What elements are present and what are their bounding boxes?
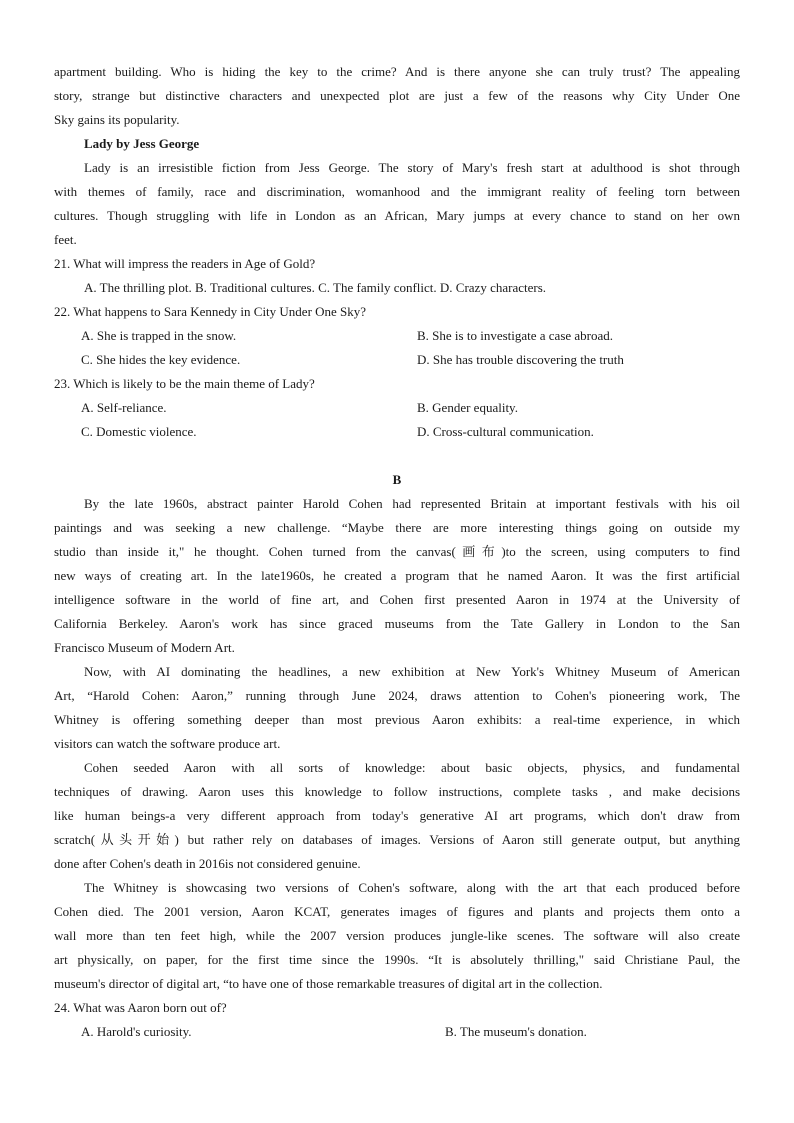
question-23-option-a: A. Self-reliance. bbox=[81, 400, 167, 415]
passage-a-line: Sky gains its popularity. bbox=[54, 112, 180, 127]
lady-paragraph-line: Lady is an irresistible fiction from Jess George. The story of Mary's fresh start at adulthood is shot through bbox=[84, 160, 740, 175]
section-b-title: B bbox=[392, 472, 402, 487]
paragraph-1-line: new ways of creating art. In the late1960s, he created a program that he named Aaron. It was the first artificial bbox=[54, 568, 740, 583]
passage-a-line: story, strange but distinctive characters and unexpected plot are just a few of the reasons why City Under One bbox=[54, 88, 740, 103]
question-22-stem: 22. What happens to Sara Kennedy in City Under One Sky? bbox=[54, 304, 367, 319]
paragraph-3-line: like human beings-a very different approach from today's generative AI art programs, which don't draw from bbox=[54, 808, 740, 823]
lady-paragraph-line: with themes of family, race and discrimination, womanhood and the immigrant reality of feeling torn between bbox=[54, 184, 740, 199]
lady-paragraph-line: feet. bbox=[54, 232, 77, 247]
paragraph-3-line: scratch(从头开始) but rather rely on databases of images. Versions of Aaron still generate output, but anything bbox=[54, 832, 740, 847]
paragraph-2-line: Art, “Harold Cohen: Aaron,” running through June 2024, draws attention to Cohen's pioneering work, The bbox=[54, 688, 740, 703]
paragraph-3-line: Cohen seeded Aaron with all sorts of knowledge: about basic objects, physics, and fundamental bbox=[84, 760, 740, 775]
paragraph-4-line: The Whitney is showcasing two versions of Cohen's software, along with the art that each produced before bbox=[84, 880, 740, 895]
paragraph-2-line: Now, with AI dominating the headlines, a new exhibition at New York's Whitney Museum of American bbox=[84, 664, 740, 679]
paragraph-3-line: done after Cohen's death in 2016is not considered genuine. bbox=[54, 856, 361, 871]
paragraph-4-line: wall more than ten feet high, while the 2007 version produces jungle-like scenes. The software will also create bbox=[54, 928, 740, 943]
question-24-stem: 24. What was Aaron born out of? bbox=[54, 1000, 227, 1015]
question-23-option-c: C. Domestic violence. bbox=[81, 424, 197, 439]
paragraph-4-line: art physically, on paper, for the first time since the 1990s. “It is absolutely thrilling," said Christiane Paul, the bbox=[54, 952, 740, 967]
question-22-option-a: A. She is trapped in the snow. bbox=[81, 328, 237, 343]
question-23-option-b: B. Gender equality. bbox=[417, 400, 518, 415]
question-22-option-c: C. She hides the key evidence. bbox=[81, 352, 241, 367]
paragraph-1-line: studio than inside it," he thought. Cohen turned from the canvas(画布)to the screen, using computers to find bbox=[54, 544, 740, 559]
paragraph-1-line: paintings and was seeking a new challenge. “Maybe there are more interesting things going on outside my bbox=[54, 520, 740, 535]
paragraph-1-line: intelligence software in the world of fine art, and Cohen first presented Aaron in 1974 at the University of bbox=[54, 592, 740, 607]
question-24-option-b: B. The museum's donation. bbox=[445, 1024, 587, 1039]
question-23-stem: 23. Which is likely to be the main theme of Lady? bbox=[54, 376, 315, 391]
question-21-options: A. The thrilling plot. B. Traditional cultures. C. The family conflict. D. Crazy characters. bbox=[84, 280, 547, 295]
paragraph-1-line: California Berkeley. Aaron's work has since graced museums from the Tate Gallery in London to the San bbox=[54, 616, 740, 631]
question-24-option-a: A. Harold's curiosity. bbox=[81, 1024, 192, 1039]
question-23-option-d: D. Cross-cultural communication. bbox=[417, 424, 594, 439]
paragraph-1-line: By the late 1960s, abstract painter Harold Cohen had represented Britain at important festivals with his oil bbox=[84, 496, 740, 511]
paragraph-2-line: visitors can watch the software produce art. bbox=[54, 736, 281, 751]
paragraph-4-line: Cohen died. The 2001 version, Aaron KCAT, generates images of figures and plants and projects them onto a bbox=[54, 904, 740, 919]
question-21-stem: 21. What will impress the readers in Age of Gold? bbox=[54, 256, 316, 271]
paragraph-3-line: techniques of drawing. Aaron uses this knowledge to follow instructions, complete tasks , and make decisions bbox=[54, 784, 740, 799]
paragraph-2-line: Whitney is offering something deeper than most previous Aaron exhibits: a real-time experience, in which bbox=[54, 712, 740, 727]
question-22-option-b: B. She is to investigate a case abroad. bbox=[417, 328, 614, 343]
question-22-option-d: D. She has trouble discovering the truth bbox=[417, 352, 624, 367]
passage-a-line: apartment building. Who is hiding the key to the crime? And is there anyone she can truly trust? The appealing bbox=[54, 64, 740, 79]
paragraph-4-line: museum's director of digital art, “to have one of those remarkable treasures of digital art in the collection. bbox=[54, 976, 603, 991]
lady-paragraph-line: cultures. Though struggling with life in London as an African, Mary jumps at every chance to stand on her own bbox=[54, 208, 740, 223]
paragraph-1-line: Francisco Museum of Modern Art. bbox=[54, 640, 235, 655]
lady-heading: Lady by Jess George bbox=[84, 136, 200, 151]
